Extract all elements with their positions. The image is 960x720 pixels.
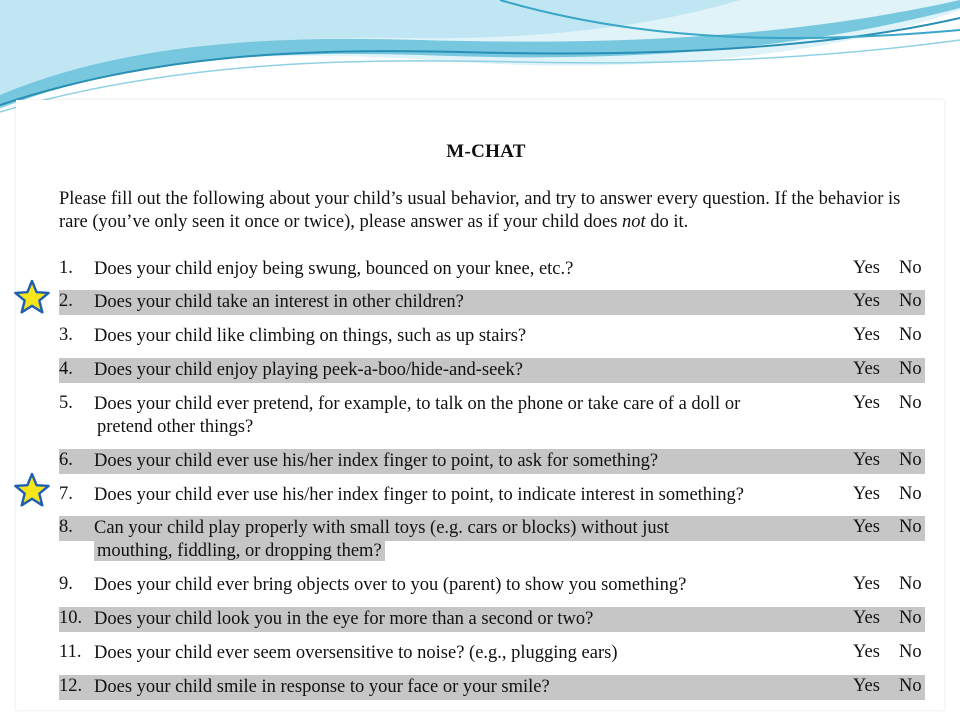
answer-yes[interactable]: Yes xyxy=(853,359,880,379)
answer-yes[interactable]: Yes xyxy=(853,574,880,594)
question-number: 8. xyxy=(59,517,73,537)
question-row-8 xyxy=(59,516,925,566)
question-row-3 xyxy=(59,324,925,349)
question-text xyxy=(94,517,839,563)
question-text: Does your child ever use his/her index finger to point, to indicate interest in something? xyxy=(94,485,744,505)
question-number: 12. xyxy=(59,676,83,696)
question-text: Does your child enjoy playing peek-a-boo/hide-and-seek? xyxy=(94,360,523,380)
answer-yes[interactable]: Yes xyxy=(853,325,880,345)
question-text: Does your child ever use his/her index finger to point, to ask for something? xyxy=(94,451,659,471)
question-text: Does your child enjoy being swung, bounced on your knee, etc.? xyxy=(94,259,574,279)
answer-no[interactable]: No xyxy=(899,325,922,345)
question-text: Does your child like climbing on things, such as up stairs? xyxy=(94,326,527,346)
question-row-2 xyxy=(59,290,925,315)
question-row-4 xyxy=(59,358,925,383)
star-icon xyxy=(14,279,50,315)
question-text: Does your child look you in the eye for more than a second or two? xyxy=(94,609,594,629)
question-text-line-2: mouthing, fiddling, or dropping them? xyxy=(94,541,385,561)
question-text: Does your child take an interest in other children? xyxy=(94,292,464,312)
question-row-9 xyxy=(59,573,925,598)
question-text-line-1: Can your child play properly with small toys (e.g. cars or blocks) without just xyxy=(94,518,669,538)
question-number: 10. xyxy=(59,608,83,628)
instructions xyxy=(59,188,929,234)
question-number: 6. xyxy=(59,450,73,470)
answer-yes[interactable]: Yes xyxy=(853,393,880,413)
question-number: 9. xyxy=(59,574,73,594)
question-row-5 xyxy=(59,392,925,440)
answer-no[interactable]: No xyxy=(899,517,922,537)
answer-no[interactable]: No xyxy=(899,258,922,278)
question-number: 7. xyxy=(59,484,73,504)
answer-no[interactable]: No xyxy=(899,484,922,504)
answer-no[interactable]: No xyxy=(899,608,922,628)
question-number: 3. xyxy=(59,325,73,345)
answer-yes[interactable]: Yes xyxy=(853,642,880,662)
answer-no[interactable]: No xyxy=(899,642,922,662)
answer-yes[interactable]: Yes xyxy=(853,291,880,311)
question-number: 5. xyxy=(59,393,73,413)
question-row-10 xyxy=(59,607,925,632)
form-title: M-CHAT xyxy=(446,141,526,162)
question-text-line-2: pretend other things? xyxy=(97,417,254,437)
question-row-12 xyxy=(59,675,925,700)
answer-no[interactable]: No xyxy=(899,393,922,413)
answer-no[interactable]: No xyxy=(899,676,922,696)
question-row-7 xyxy=(59,483,925,508)
question-number: 11. xyxy=(59,642,82,662)
question-number: 1. xyxy=(59,258,73,278)
question-text: Does your child ever bring objects over to you (parent) to show you something? xyxy=(94,575,687,595)
answer-yes[interactable]: Yes xyxy=(853,676,880,696)
answer-no[interactable]: No xyxy=(899,450,922,470)
star-icon xyxy=(14,472,50,508)
answer-yes[interactable]: Yes xyxy=(853,608,880,628)
instructions-emphasis: not xyxy=(622,212,646,232)
question-text-line-1: Does your child ever pretend, for example, to talk on the phone or take care of a doll or xyxy=(94,394,741,414)
answer-yes[interactable]: Yes xyxy=(853,517,880,537)
question-text xyxy=(94,393,839,439)
question-number: 2. xyxy=(59,291,73,311)
answer-yes[interactable]: Yes xyxy=(853,450,880,470)
answer-no[interactable]: No xyxy=(899,359,922,379)
question-row-1 xyxy=(59,257,925,282)
question-number: 4. xyxy=(59,359,73,379)
question-text: Does your child ever seem oversensitive to noise? (e.g., plugging ears) xyxy=(94,643,618,663)
question-row-11 xyxy=(59,641,925,666)
question-row-6 xyxy=(59,449,925,474)
question-text: Does your child smile in response to your face or your smile? xyxy=(94,677,550,697)
answer-yes[interactable]: Yes xyxy=(853,258,880,278)
instructions-text-end: do it. xyxy=(645,212,689,232)
instructions-text: Please fill out the following about your child’s usual behavior, and try to answer every question. If the behavior is rare (you’ve only seen it once or twice), please answer as if your child does xyxy=(59,189,901,232)
answer-no[interactable]: No xyxy=(899,291,922,311)
answer-no[interactable]: No xyxy=(899,574,922,594)
answer-yes[interactable]: Yes xyxy=(853,484,880,504)
